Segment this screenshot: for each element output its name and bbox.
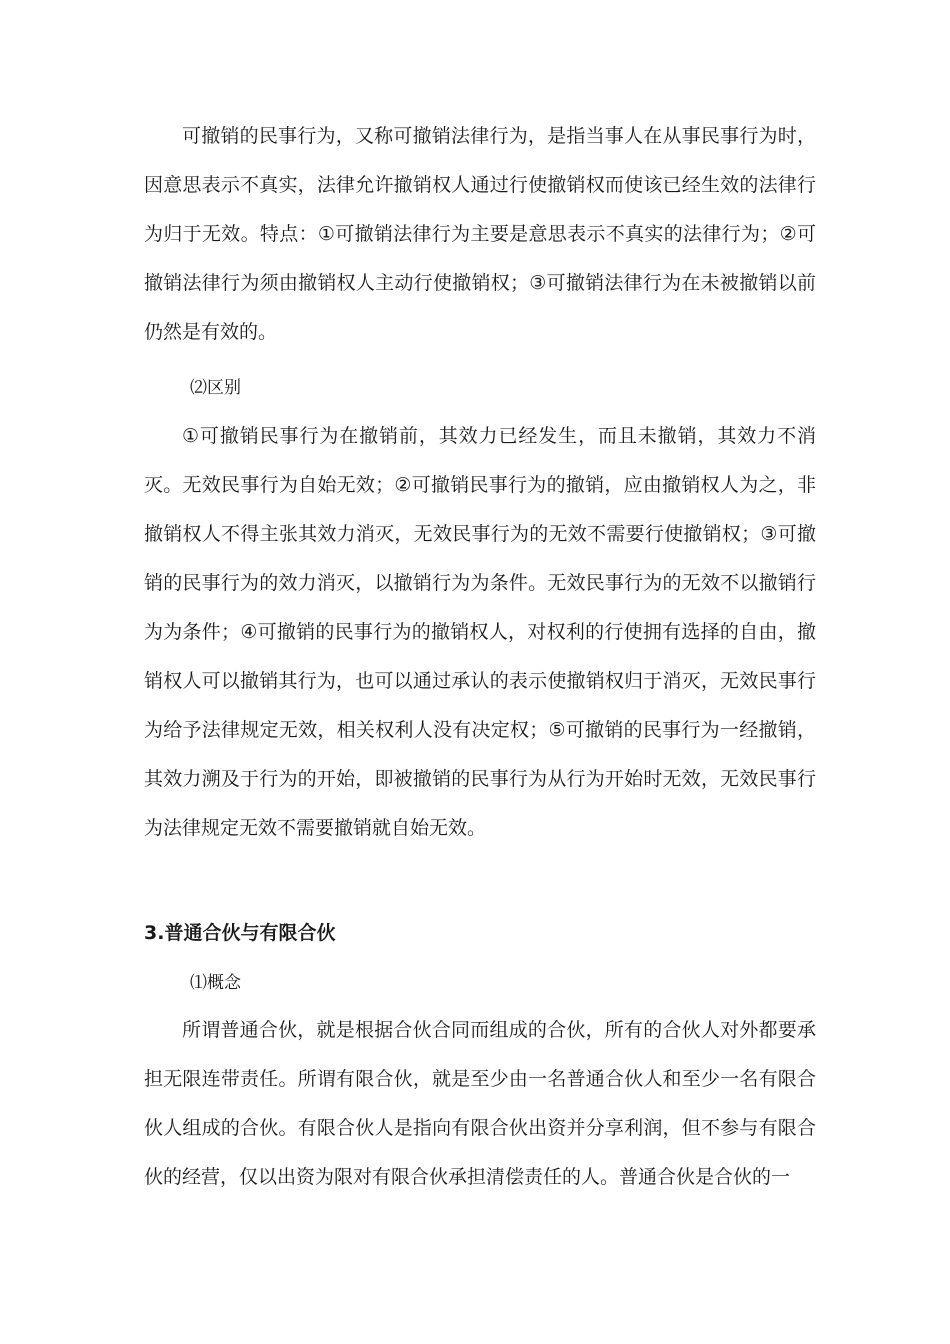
- section-heading-partnership: 3.普通合伙与有限合伙: [144, 922, 336, 944]
- paragraph-difference: ①可撤销民事行为在撤销前，其效力已经发生，而且未撤销，其效力不消灭。无效民事行为自始无效；②可撤销民事行为的撤销，应由撤销权人为之，非撤销权人不得主张其效力消灭，无效民事行为的无效不需要行使撤销权；③可撤销的民事行为的效力消灭，以撤销行为为条件。无效民事行为的无效不以撤销行为为条件；④可撤销的民事行为的撤销权人，对权利的行使拥有选择的自由，撤销权人可以撤销其行为，也可以通过承认的表示使撤销权归于消灭，无效民事行为给予法律规定无效，相关权利人没有决定权；⑤可撤销的民事行为一经撤销，其效力溯及于行为的开始，即被撤销的民事行为从行为开始时无效，无效民事行为法律规定无效不需要撤销就自始无效。: [144, 425, 816, 839]
- section-label-difference: ⑵区别: [190, 378, 241, 398]
- section-label-concept: ⑴概念: [190, 973, 241, 993]
- paragraph-revocable-acts: 可撤销的民事行为，又称可撤销法律行为，是指当事人在从事民事行为时，因意思表示不真实，法律允许撤销权人通过行使撤销权而使该已经生效的法律行为归于无效。特点：①可撤销法律行为主要是意思表示不真实的法律行为；②可撤销法律行为须由撤销权人主动行使撤销权；③可撤销法律行为在未被撤销以前仍然是有效的。: [144, 125, 816, 343]
- paragraph-partnership-concept: 所谓普通合伙，就是根据合伙合同而组成的合伙，所有的合伙人对外都要承担无限连带责任。所谓有限合伙，就是至少由一名普通合伙人和至少一名有限合伙人组成的合伙。有限合伙人是指向有限合伙出资并分享利润，但不参与有限合伙的经营，仅以出资为限对有限合伙承担清偿责任的人。普通合伙是合伙的一: [144, 1019, 816, 1188]
